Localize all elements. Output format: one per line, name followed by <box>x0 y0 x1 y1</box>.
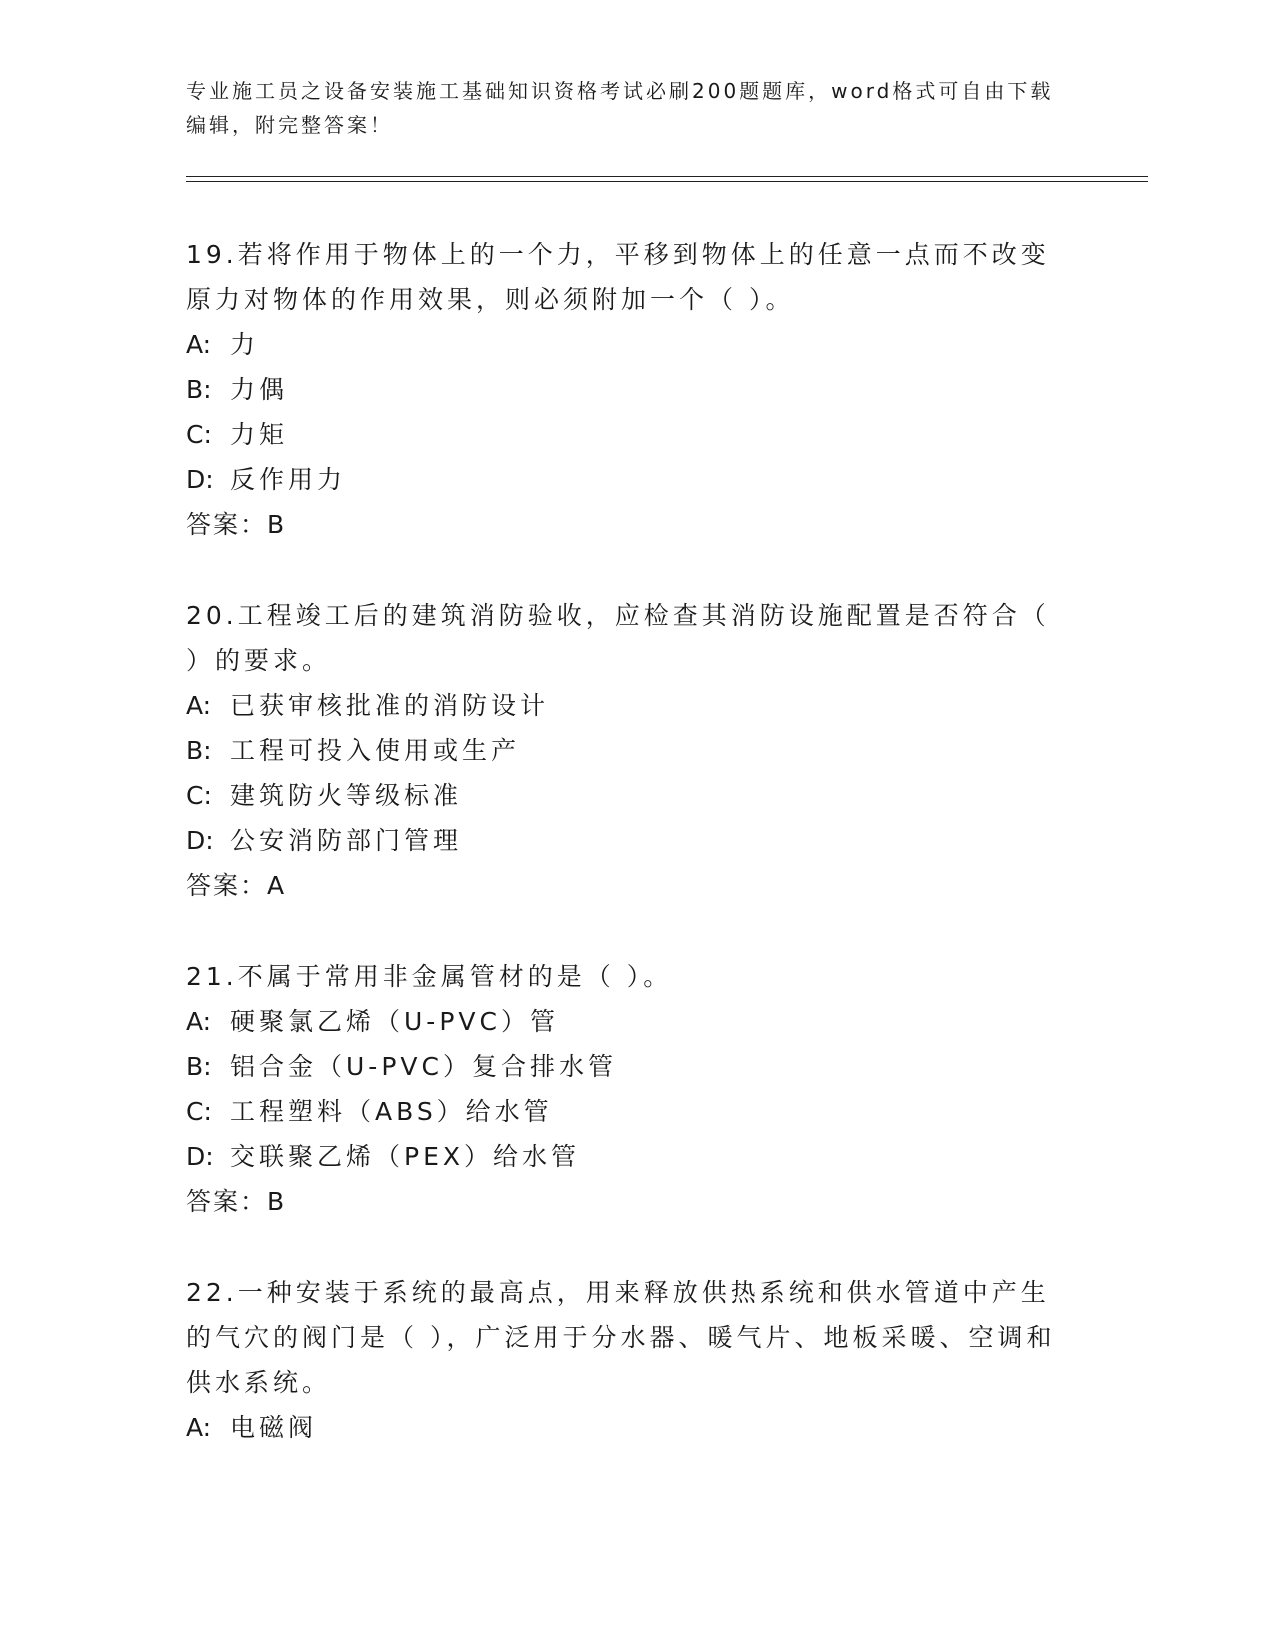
option-text: 反作用力 <box>230 465 347 494</box>
option-text: 公安消防部门管理 <box>230 826 463 855</box>
option-letter: B: <box>186 736 212 765</box>
option-c <box>186 1089 1066 1134</box>
option-b <box>186 1044 1066 1089</box>
answer-line: 答案：B <box>186 510 287 539</box>
question-stem: 19.若将作用于物体上的一个力，平移到物体上的任意一点而不改变原力对物体的作用效果，则必须附加一个（ ）。 <box>186 240 1050 314</box>
option-a <box>186 322 1066 367</box>
option-letter: C: <box>186 1097 212 1126</box>
option-letter: C: <box>186 420 212 449</box>
option-text: 交联聚乙烯（PEX）给水管 <box>230 1142 580 1171</box>
option-letter: D: <box>186 826 214 855</box>
option-letter: A: <box>186 1413 212 1442</box>
header-divider-top <box>186 176 1148 177</box>
option-list <box>186 683 1066 863</box>
option-text: 建筑防火等级标准 <box>230 781 463 810</box>
option-text: 工程塑料（ABS）给水管 <box>230 1097 553 1126</box>
option-letter: B: <box>186 375 212 404</box>
question-stem: 20.工程竣工后的建筑消防验收，应检查其消防设施配置是否符合（ ）的要求。 <box>186 601 1050 675</box>
question-stem: 22.一种安装于系统的最高点，用来释放供热系统和供水管道中产生的气穴的阀门是（ ），广泛用于分水器、暖气片、地板采暖、空调和供水系统。 <box>186 1278 1056 1397</box>
option-letter: A: <box>186 691 212 720</box>
option-text: 已获审核批准的消防设计 <box>230 691 550 720</box>
question-20 <box>186 593 1066 908</box>
option-b <box>186 728 1066 773</box>
option-text: 工程可投入使用或生产 <box>230 736 521 765</box>
option-a <box>186 1405 1066 1450</box>
question-stem: 21.不属于常用非金属管材的是（ ）。 <box>186 962 673 991</box>
option-letter: D: <box>186 1142 214 1171</box>
option-d <box>186 1134 1066 1179</box>
option-text: 力偶 <box>230 375 289 404</box>
question-19 <box>186 232 1066 547</box>
question-21 <box>186 954 1066 1224</box>
option-a <box>186 683 1066 728</box>
question-22 <box>186 1270 1066 1450</box>
document-header: 专业施工员之设备安装施工基础知识资格考试必刷200题题库，word格式可自由下载编辑，附完整答案！ <box>186 79 1054 137</box>
option-list <box>186 1405 1066 1450</box>
header-divider-bottom <box>186 181 1148 182</box>
option-text: 硬聚氯乙烯（U-PVC）管 <box>230 1007 559 1036</box>
option-letter: C: <box>186 781 212 810</box>
answer-line: 答案：B <box>186 1187 287 1216</box>
option-letter: A: <box>186 1007 212 1036</box>
option-list <box>186 322 1066 502</box>
option-list <box>186 999 1066 1179</box>
question-list <box>186 232 1066 1496</box>
option-c <box>186 412 1066 457</box>
option-c <box>186 773 1066 818</box>
option-d <box>186 457 1066 502</box>
option-text: 力矩 <box>230 420 289 449</box>
option-letter: B: <box>186 1052 212 1081</box>
option-text: 力 <box>230 330 260 359</box>
option-d <box>186 818 1066 863</box>
option-letter: A: <box>186 330 212 359</box>
option-b <box>186 367 1066 412</box>
option-a <box>186 999 1066 1044</box>
option-letter: D: <box>186 465 214 494</box>
option-text: 铝合金（U-PVC）复合排水管 <box>230 1052 617 1081</box>
option-text: 电磁阀 <box>230 1413 318 1442</box>
answer-line: 答案：A <box>186 871 287 900</box>
